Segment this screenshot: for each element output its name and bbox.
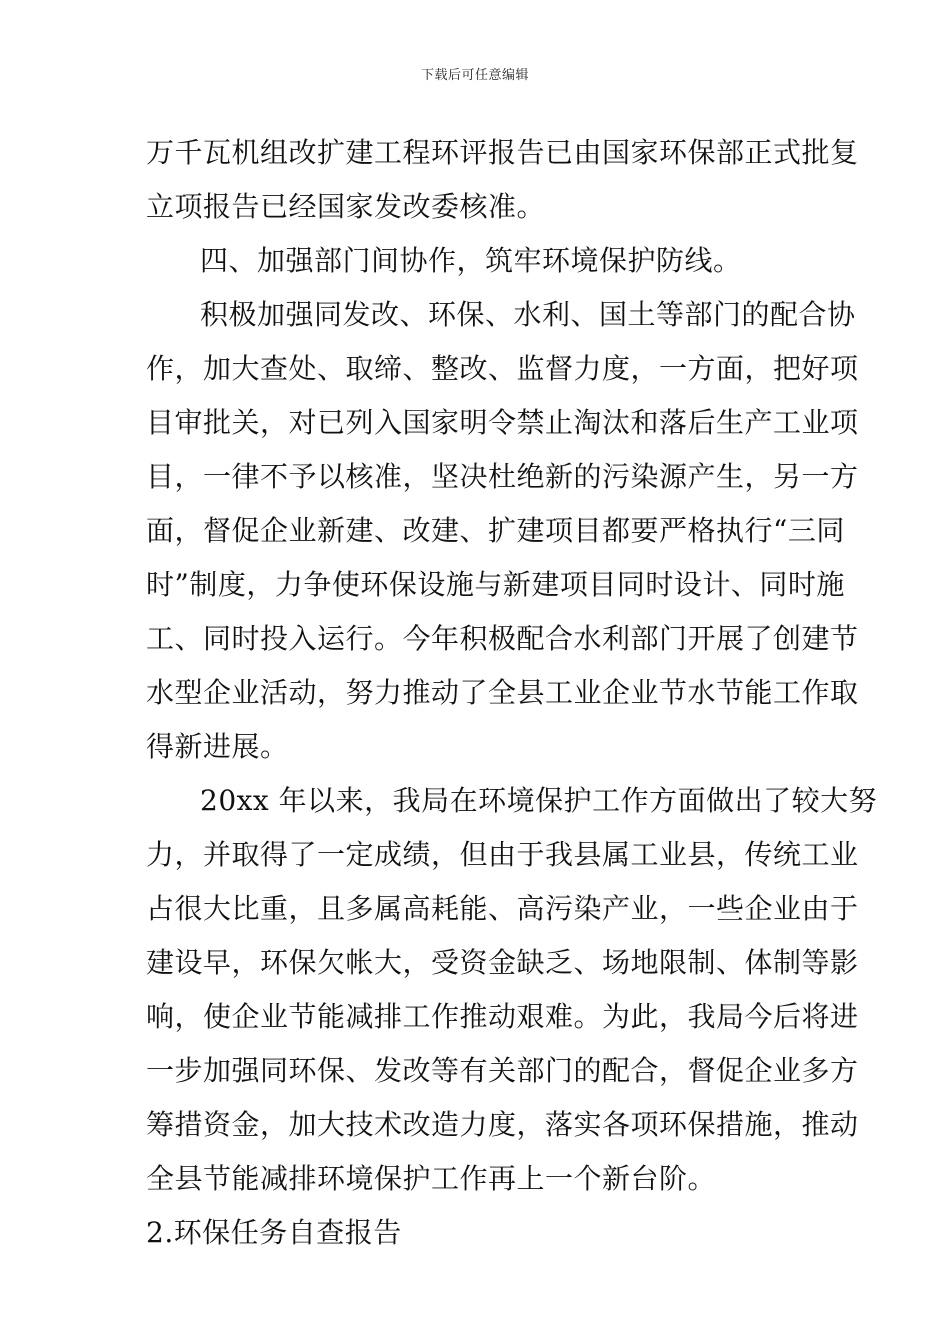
text-line: 作，加大查处、取缔、整改、监督力度，一方面，把好项 <box>146 352 859 385</box>
text-line: 积极加强同发改、环保、水利、国土等部门的配合协 <box>200 298 856 331</box>
text-line: 占很大比重，且多属高耗能、高污染产业，一些企业由于 <box>146 892 859 925</box>
section-title: 2.环保任务自查报告 <box>146 1216 402 1249</box>
text-line: 时”制度，力争使环保设施与新建项目同时设计、同时施 <box>146 568 845 601</box>
text-line: 得新进展。 <box>146 730 289 763</box>
text-line: 立项报告已经国家发改委核准。 <box>146 190 546 223</box>
text-line: 全县节能减排环境保护工作再上一个新台阶。 <box>146 1162 717 1195</box>
text-line: 目，一律不予以核准，坚决杜绝新的污染源产生，另一方 <box>146 460 859 493</box>
text-line: 力，并取得了一定成绩，但由于我县属工业县，传统工业 <box>146 838 859 871</box>
text-line: 万千瓦机组改扩建工程环评报告已由国家环保部正式批复 <box>146 136 859 169</box>
text-line: 水型企业活动，努力推动了全县工业企业节水节能工作取 <box>146 676 859 709</box>
header-note: 下载后可任意编辑 <box>420 68 529 83</box>
section-heading: 四、加强部门间协作，筑牢环境保护防线。 <box>200 244 742 277</box>
text-line: 一步加强同环保、发改等有关部门的配合，督促企业多方 <box>146 1054 859 1087</box>
text-line: 响，使企业节能减排工作推动艰难。为此，我局今后将进 <box>146 1000 859 1033</box>
text-line: 20xx 年以来，我局在环境保护工作方面做出了较大努 <box>200 784 878 817</box>
text-line: 目审批关，对已列入国家明令禁止淘汰和落后生产工业项 <box>146 406 859 439</box>
text-line: 面，督促企业新建、改建、扩建项目都要严格执行“三同 <box>146 514 845 547</box>
text-line: 工、同时投入运行。今年积极配合水利部门开展了创建节 <box>146 622 859 655</box>
text-line: 筹措资金，加大技术改造力度，落实各项环保措施，推动 <box>146 1108 859 1141</box>
text-line: 建设早，环保欠帐大，受资金缺乏、场地限制、体制等影 <box>146 946 859 979</box>
document-body <box>146 126 878 1260</box>
